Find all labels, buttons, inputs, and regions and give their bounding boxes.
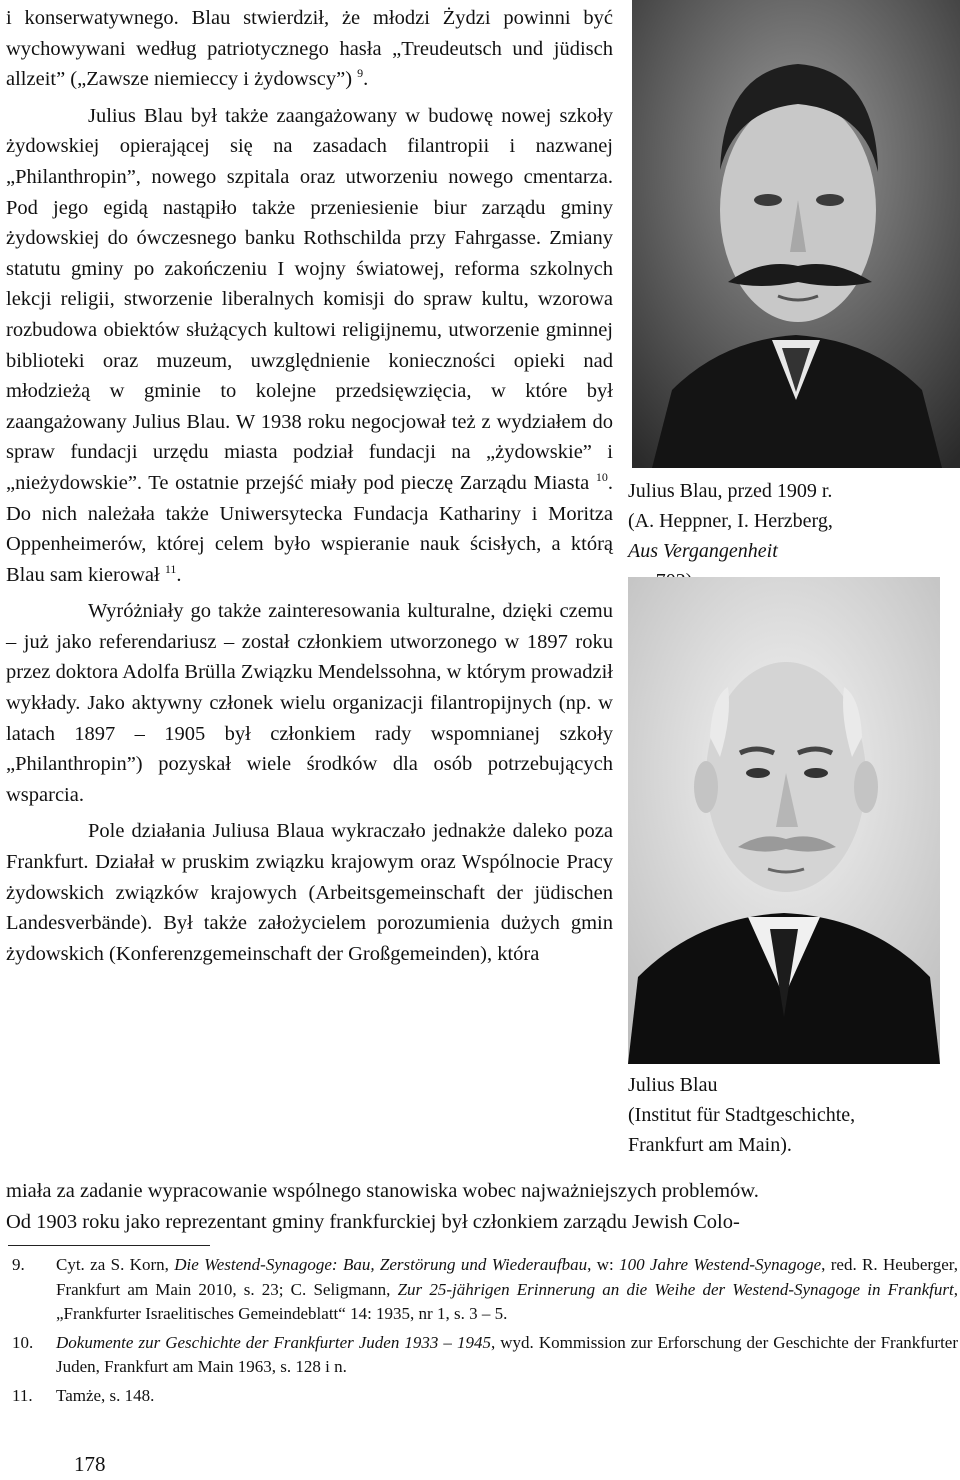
paragraph-3: Wyróżniały go także zainteresowania kulturalne, dzięki czemu – już jako referendariusz – został członkiem utworzonego w 1897 roku przez doktora Adolfa Brülla Związku Mendelssohna, w którym prowadził wykłady. Jako aktywny członek wielu organizacji filantropijnych (np. w latach 1897 – 1905 był członkiem rady wspomnianej szkoły „Philanthropin”) pozyskał wiele środków dla osób potrzebujących wsparcia.	[6, 600, 613, 806]
footnote-9: 9. Cyt. za S. Korn, Die Westend-Synagoge: Bau, Zerstörung und Wiederaufbau, w: 100 Jahre Westend-Synagoge, red. R. Heuberger, Frankfurt am Main 2010, s. 23; C. Seligmann, Zur 25-jährigen Erinnerung an die Weihe der Westend-Synagoge in Frankfurt, „Frankfurter Israelitisches Gemeindeblatt“ 14: 1935, nr 1, s. 3 – 5.	[12, 1253, 958, 1327]
photo-caption-1: Julius Blau, przed 1909 r. (A. Heppner, I. Herzberg, Aus Vergangenheit	[628, 480, 833, 562]
page-number: 178	[74, 1452, 106, 1476]
footnote-ref-10[interactable]: 10	[595, 470, 608, 485]
portrait-image	[628, 577, 940, 1064]
text-line: miała za zadanie wypracowanie wspólnego stanowiska wobec najważniejszych problemów.	[6, 1180, 759, 1202]
footnote-ref-11[interactable]: 11	[164, 561, 177, 576]
footnote-number: 10.	[12, 1332, 34, 1352]
paragraph-1: i konserwatywnego. Blau stwierdził, że młodzi Żydzi powinni być wychowywani według patriotycznego hasła „Treudeutsch und jüdisch allzeit” („Zawsze niemieccy i żydowscy”) $^9$.	[6, 7, 613, 91]
portrait-photo-old	[628, 577, 940, 1064]
portrait-image	[632, 0, 960, 468]
footnote-divider	[8, 1245, 210, 1246]
footnote-10: 10. Dokumente zur Geschichte der Frankfurter Juden 1933 – 1945, wyd. Kommission zur Erforschung der Geschichte der Frankfurter Juden, Frankfurt am Main 1963, s. 128 i n.	[12, 1331, 958, 1380]
footnote-number: 9.	[12, 1255, 25, 1274]
footnote-ref-9[interactable]: 9	[357, 66, 364, 81]
photo-caption-2: Julius Blau (Institut für Stadtgeschichte, Frankfurt am Main).	[628, 1074, 856, 1156]
paragraph-2: Julius Blau był także zaangażowany w budowę nowej szkoły żydowskiej opierającej się na zasadach filantropii i nazwanej „Philanthropin”, nowego szpitala oraz utworzeniu nowego cmentarza. Pod jego egidą nastąpiło także przeniesienie biur zarządu gminy żydowskiej do ówczesnego banku Rothschilda przy Fahrgasse. Zmiany statutu gminy po zakończeniu I wojny światowej, reforma szkolnych lekcji religii, stworzenie liberalnych komisji do spraw kultu, wzorowa rozbudowa obiektów służących kultowi religijnemu, utworzenie gminnej biblioteki oraz muzeum, uwzględnienie konieczności opieki nad młodzieżą w gminie to kolejne przedsięwzięcia, w które był zaangażowany Julius Blau. W 1938 roku negocjował też z wydziałem do spraw fundacji urzędu miasta podział fundacji na „żydowskie” i „nieżydowskie”. Te ostatnie przejść miały pod pieczę Zarządu Miasta $^{10}$. Do nich należała także Uniwersytecka Fundacja Kathariny i Moritza Oppenheimerów, której celem było wspieranie nauk ścisłych, a którą Blau sam kierował $^{11}$.	[6, 104, 613, 586]
full-width-text	[6, 1176, 956, 1238]
footnotes	[12, 1253, 958, 1412]
paragraph-4: Pole działania Juliusa Blaua wykraczało jednakże daleko poza Frankfurt. Działał w pruskim związku krajowym oraz Wspólnocie Pracy żydowskich związków krajowych (Arbeitsgemeinschaft der jüdischen Landesverbände). Był także założycielem porozumienia dużych gmin żydowskich (Konferenzgemeinschaft der Großgemeinden), która	[6, 820, 613, 965]
main-text-column	[6, 3, 613, 969]
footnote-11: 11. Tamże, s. 148.	[12, 1384, 958, 1409]
portrait-photo-young	[632, 0, 960, 468]
text-line: Od 1903 roku jako reprezentant gminy frankfurckiej był członkiem zarządu Jewish Colo-	[6, 1211, 740, 1233]
footnote-number: 11.	[12, 1385, 33, 1405]
